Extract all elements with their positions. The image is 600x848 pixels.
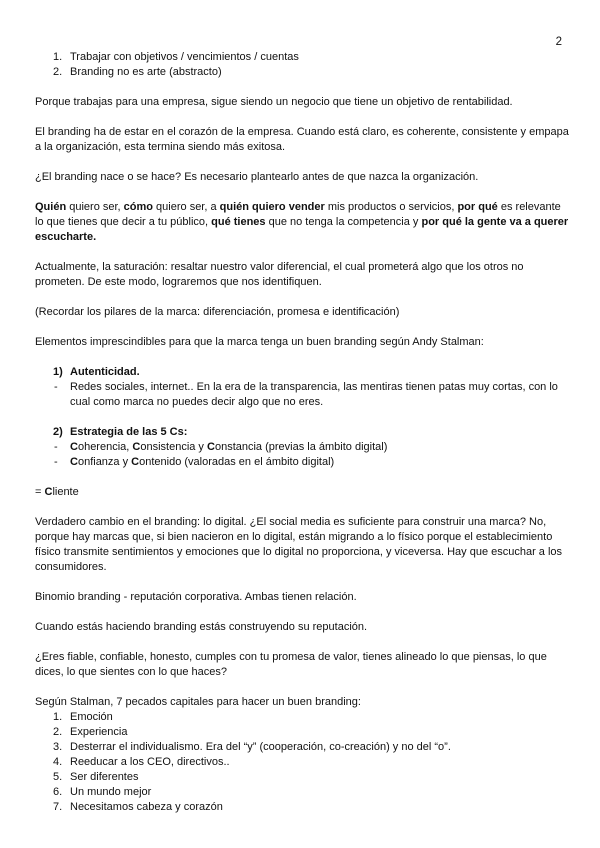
page-number: 2 [555,36,562,48]
document-body [35,50,570,815]
section-heading-5cs: 2) Estrategia de las 5 Cs: [53,426,188,438]
paragraph: El branding ha de estar en el corazón de la empresa. Cuando está claro, es coherente, consistente y empapa a la organización, esta termina siendo más exitosa. [35,126,569,153]
paragraph: Binomio branding - reputación corporativa. Ambas tienen relación. [35,591,357,603]
paragraph-questions: Quién quiero ser, cómo quiero ser, a quién quiero vender mis productos o servicios, por qué es relevante lo que tienes que decir a tu público, qué tienes que no tenga la competencia y por qué la gente va a querer escucharte. [35,201,569,243]
bottom-list [35,710,570,815]
paragraph: ¿El branding nace o se hace? Es necesario plantearlo antes de que nazca la organización. [35,171,479,183]
bullet-item: - Coherencia, Consistencia y Constancia (previas la ámbito digital) [35,440,570,455]
section-heading-autenticidad: 1) Autenticidad. [53,366,140,378]
list-item: 4. Reeducar a los CEO, directivos.. [53,756,230,768]
paragraph: Según Stalman, 7 pecados capitales para hacer un buen branding: [35,696,361,708]
top-list [35,50,570,80]
list-item: 2. Branding no es arte (abstracto) [53,66,222,78]
list-item: 1. Trabajar con objetivos / vencimientos / cuentas [53,51,299,63]
paragraph: ¿Eres fiable, confiable, honesto, cumples con tu promesa de valor, tienes alineado lo que piensas, lo que dices, lo que sientes con lo que haces? [35,651,547,678]
bullet-item: - Redes sociales, internet.. En la era de la transparencia, las mentiras tienen patas muy cortas, con lo cual como marca no puedes decir algo que no eres. [35,380,570,410]
list-item: 7. Necesitamos cabeza y corazón [53,801,223,813]
cliente-line: = Cliente [35,486,79,498]
list-item: 5. Ser diferentes [53,771,139,783]
list-item: 1. Emoción [53,711,113,723]
paragraph: Verdadero cambio en el branding: lo digital. ¿El social media es suficiente para construir una marca? No, porque hay marcas que, si bien nacieron en lo digital, están migrando a lo físico porque el establecimiento físico transmite sentimientos y emociones que lo digital no proporciona, y viceversa. Hay que escuchar a los consumidores. [35,516,563,573]
paragraph: (Recordar los pilares de la marca: diferenciación, promesa e identificación) [35,306,400,318]
list-item: 3. Desterrar el individualismo. Era del “y” (cooperación, co-creación) y no del “o”. [53,741,451,753]
paragraph: Porque trabajas para una empresa, sigue siendo un negocio que tiene un objetivo de rentabilidad. [35,96,513,108]
paragraph: Elementos imprescindibles para que la marca tenga un buen branding según Andy Stalman: [35,336,484,348]
paragraph: Actualmente, la saturación: resaltar nuestro valor diferencial, el cual prometerá algo que los otros no prometen. De este modo, lograremos que nos identifiquen. [35,261,524,288]
list-item: 2. Experiencia [53,726,128,738]
paragraph: Cuando estás haciendo branding estás construyendo su reputación. [35,621,368,633]
bullet-item: - Confianza y Contenido (valoradas en el ámbito digital) [35,455,570,470]
list-item: 6. Un mundo mejor [53,786,152,798]
